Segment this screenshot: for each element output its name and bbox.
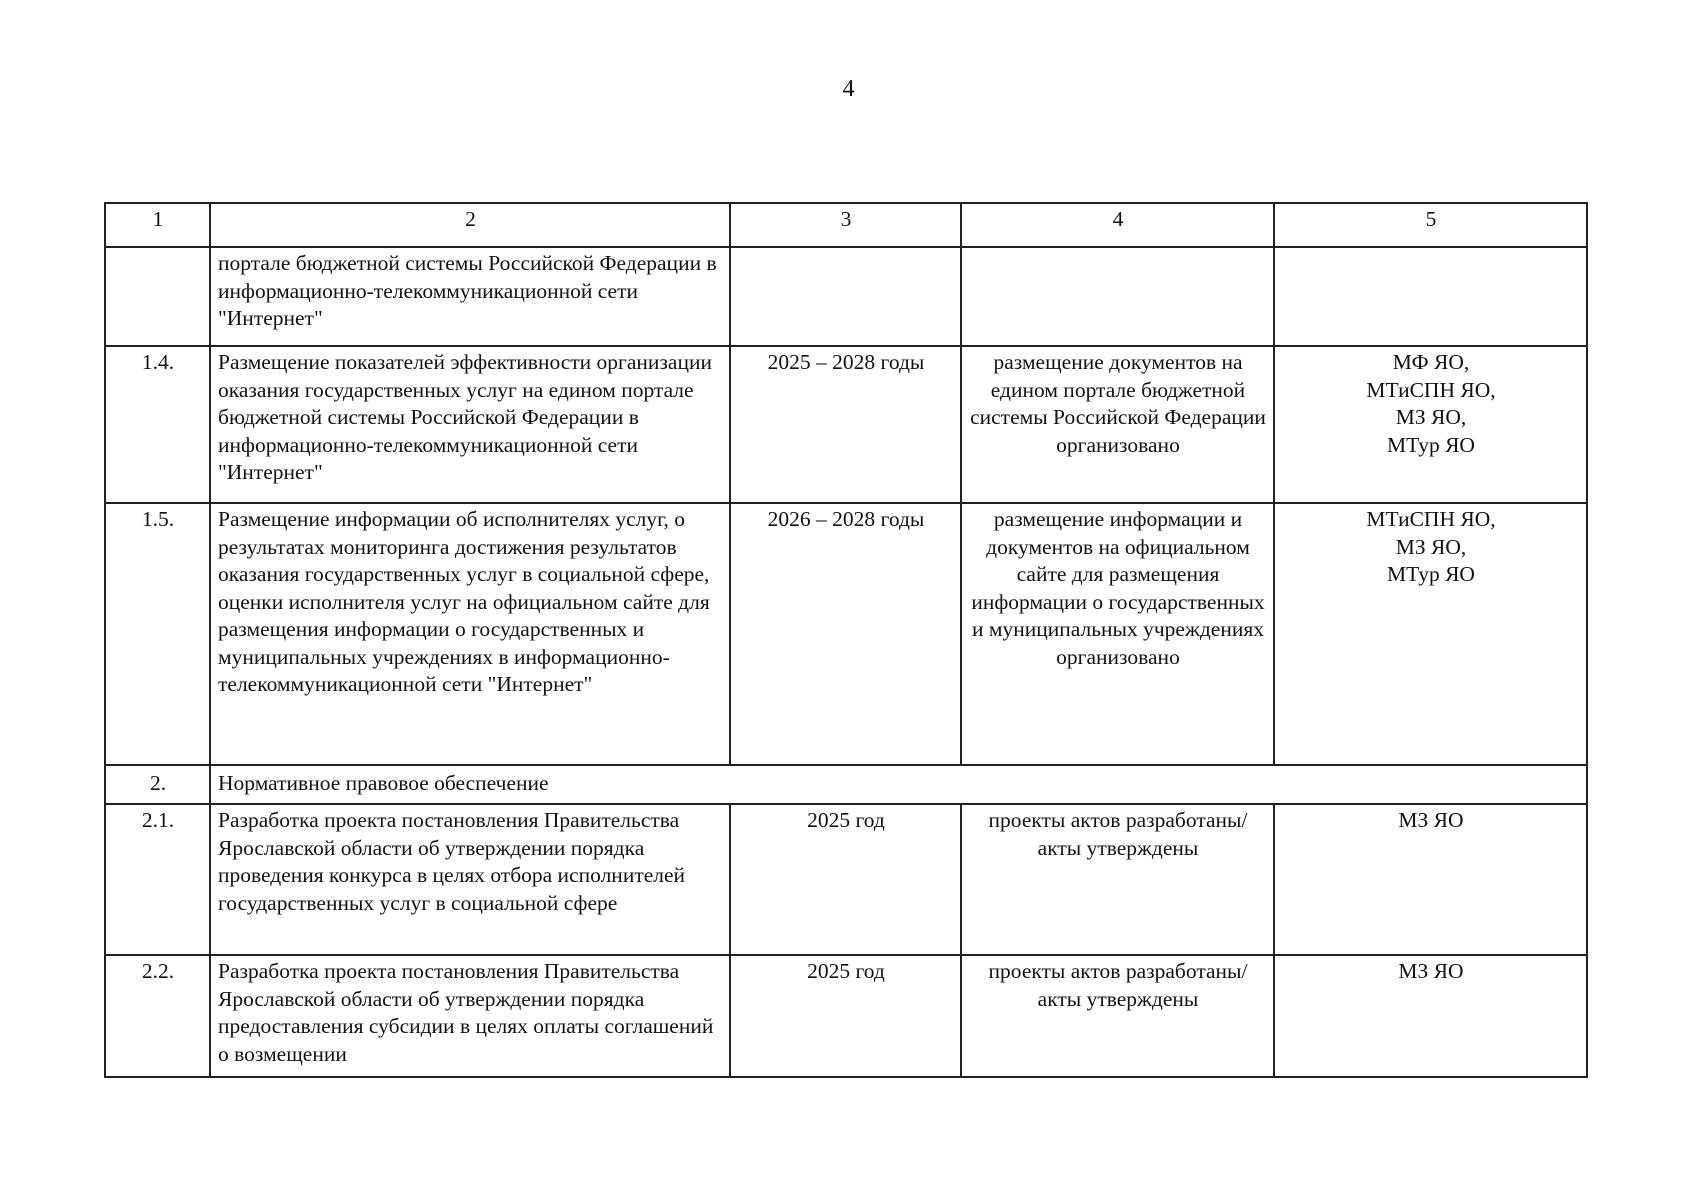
responsible-cell: МФ ЯО, МТиСПН ЯО, МЗ ЯО, МТур ЯО [1274,346,1587,503]
page-number: 4 [842,76,855,102]
table-row [105,804,1587,955]
table-row [105,503,1587,765]
row-number: 2.1. [105,804,210,955]
header-cell-2: 2 [210,203,730,247]
period-cell: 2025 – 2028 годы [730,346,961,503]
responsible-cell: МЗ ЯО [1274,955,1587,1077]
row-number [105,247,210,346]
plan-table [104,202,1588,1078]
table-row [105,955,1587,1077]
activity-cell: портале бюджетной системы Российской Федерации в информационно-телекоммуникационной сети "Интернет" [210,247,730,346]
header-cell-5: 5 [1274,203,1587,247]
table-row [105,346,1587,503]
table-row [105,247,1587,346]
period-cell: 2025 год [730,804,961,955]
period-cell: 2026 – 2028 годы [730,503,961,765]
activity-cell: Размещение показателей эффективности организации оказания государственных услуг на едином портале бюджетной системы Российской Федерации в информационно-телекоммуникационной сети "Интернет" [210,346,730,503]
activity-cell: Размещение информации об исполнителях услуг, о результатах мониторинга достижения результатов оказания государственных услуг в социальной сфере, оценки исполнителя услуг на официальном сайте для размещения информации о государственных и муниципальных учреждениях в информационно-телекоммуникационной сети "Интернет" [210,503,730,765]
responsible-cell [1274,247,1587,346]
activity-cell: Разработка проекта постановления Правительства Ярославской области об утверждении порядка проведения конкурса в целях отбора исполнителей государственных услуг в социальной сфере [210,804,730,955]
period-cell: 2025 год [730,955,961,1077]
header-cell-1: 1 [105,203,210,247]
section-number: 2. [105,765,210,804]
header-cell-4: 4 [961,203,1274,247]
activity-cell: Разработка проекта постановления Правительства Ярославской области об утверждении порядка предоставления субсидии в целях оплаты соглашений о возмещении [210,955,730,1077]
header-cell-3: 3 [730,203,961,247]
responsible-cell: МЗ ЯО [1274,804,1587,955]
row-number: 1.5. [105,503,210,765]
section-title: Нормативное правовое обеспечение [210,765,1587,804]
result-cell: проекты актов разработаны/ акты утверждены [961,804,1274,955]
table-header-row [105,203,1587,247]
row-number: 1.4. [105,346,210,503]
result-cell: размещение документов на едином портале бюджетной системы Российской Федерации организовано [961,346,1274,503]
section-row [105,765,1587,804]
row-number: 2.2. [105,955,210,1077]
responsible-cell: МТиСПН ЯО, МЗ ЯО, МТур ЯО [1274,503,1587,765]
result-cell: проекты актов разработаны/ акты утверждены [961,955,1274,1077]
result-cell [961,247,1274,346]
period-cell [730,247,961,346]
result-cell: размещение информации и документов на официальном сайте для размещения информации о государственных и муниципальных учреждениях организовано [961,503,1274,765]
